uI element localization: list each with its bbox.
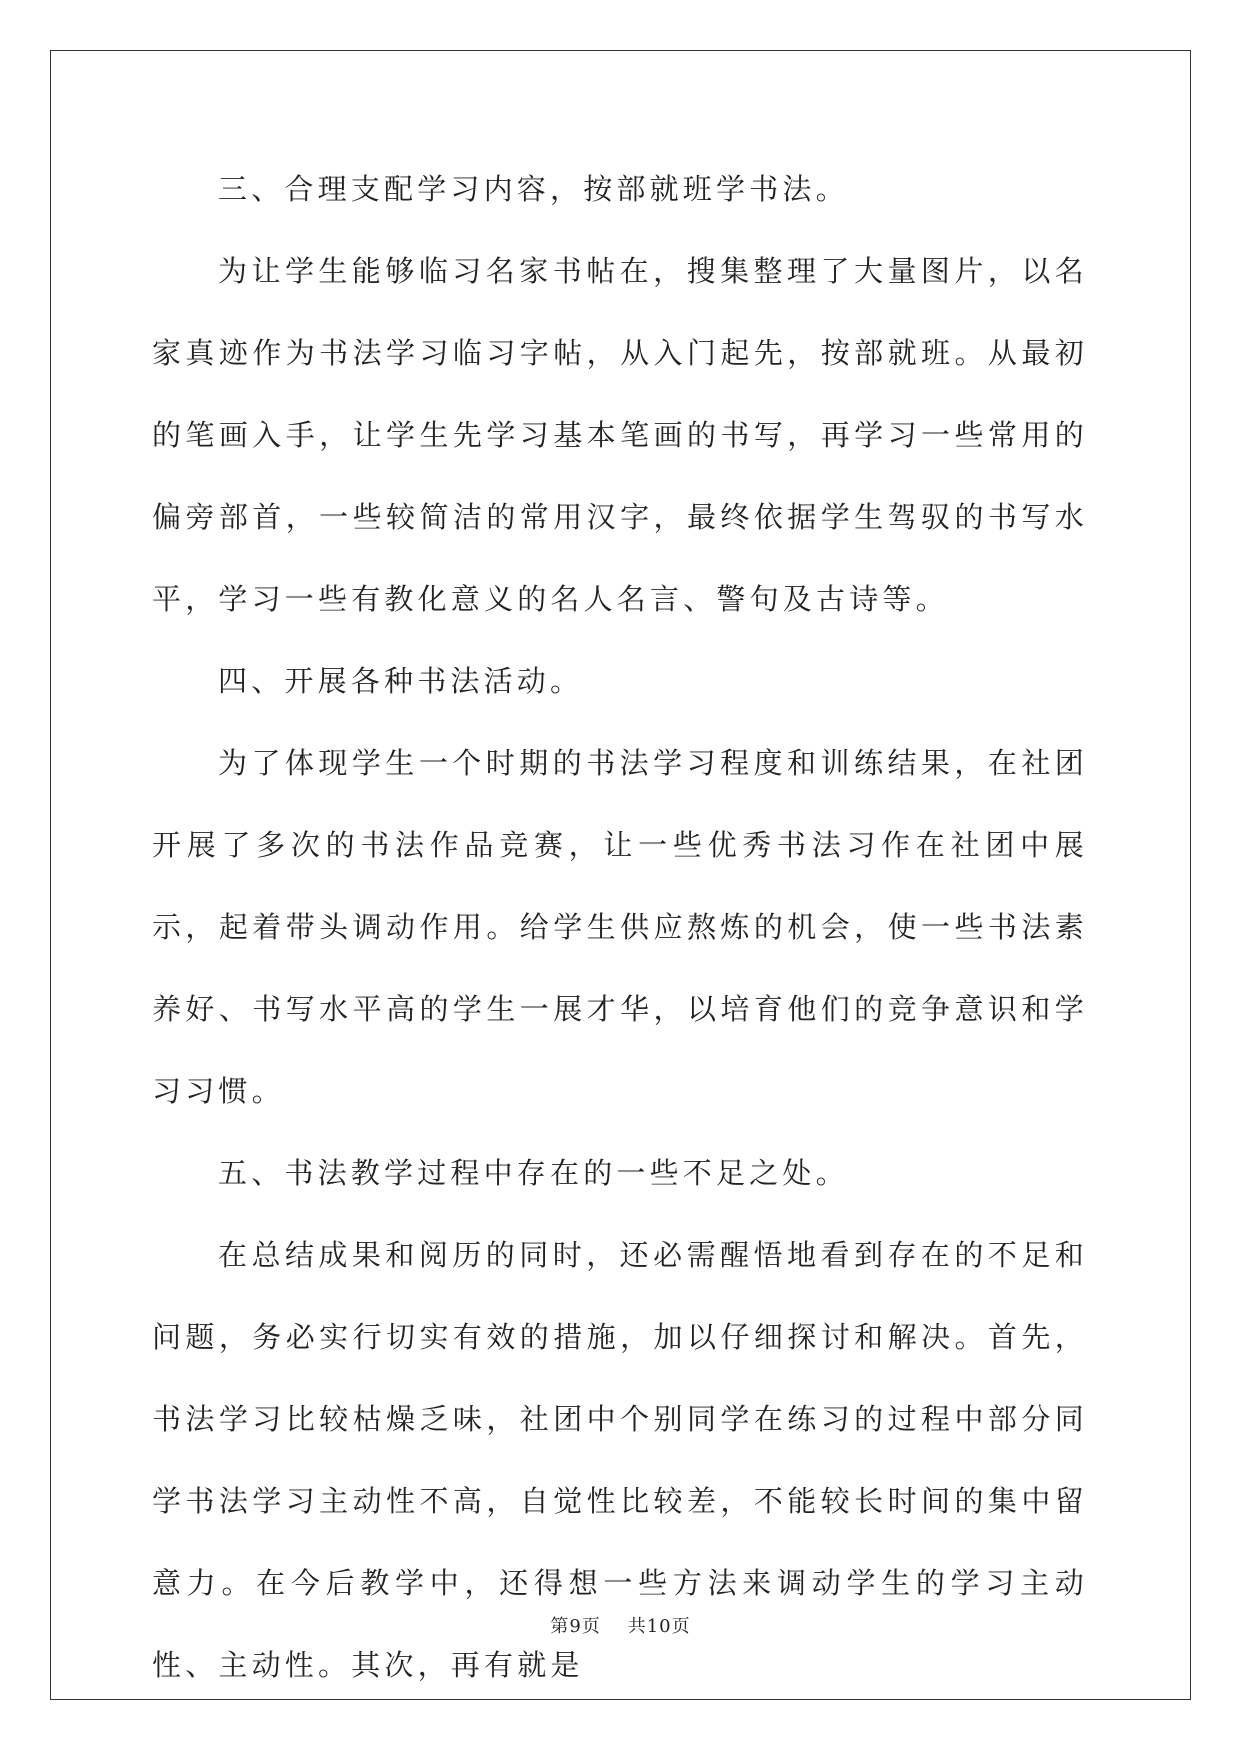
document-body (152, 148, 1088, 1706)
section-heading-3: 三、合理支配学习内容，按部就班学书法。 (218, 172, 849, 206)
section-heading-5: 五、书法教学过程中存在的一些不足之处。 (218, 1156, 849, 1190)
body-paragraph: 为了体现学生一个时期的书法学习程度和训练结果，在社团开展了多次的书法作品竞赛，让一些优秀书法习作在社团中展示，起着带头调动作用。给学生供应熬炼的机会，使一些书法素养好、书写水平高的学生一展才华，以培育他们的竞争意识和学习习惯。 (152, 746, 1088, 1108)
body-paragraph: 为让学生能够临习名家书帖在，搜集整理了大量图片，以名家真迹作为书法学习临习字帖，从入门起先，按部就班。从最初的笔画入手，让学生先学习基本笔画的书写，再学习一些常用的偏旁部首，一些较简洁的常用汉字，最终依据学生驾驭的书写水平，学习一些有教化意义的名人名言、警句及古诗等。 (152, 254, 1088, 616)
page-number: 第9页 (550, 1616, 601, 1637)
page-total: 共10页 (627, 1616, 691, 1637)
page-footer (0, 1612, 1241, 1638)
body-paragraph: 在总结成果和阅历的同时，还必需醒悟地看到存在的不足和问题，务必实行切实有效的措施，加以仔细探讨和解决。首先，书法学习比较枯燥乏味，社团中个别同学在练习的过程中部分同学书法学习主动性不高，自觉性比较差，不能较长时间的集中留意力。在今后教学中，还得想一些方法来调动学生的学习主动性、主动性。其次，再有就是 (152, 1238, 1088, 1682)
section-heading-4: 四、开展各种书法活动。 (218, 664, 584, 698)
